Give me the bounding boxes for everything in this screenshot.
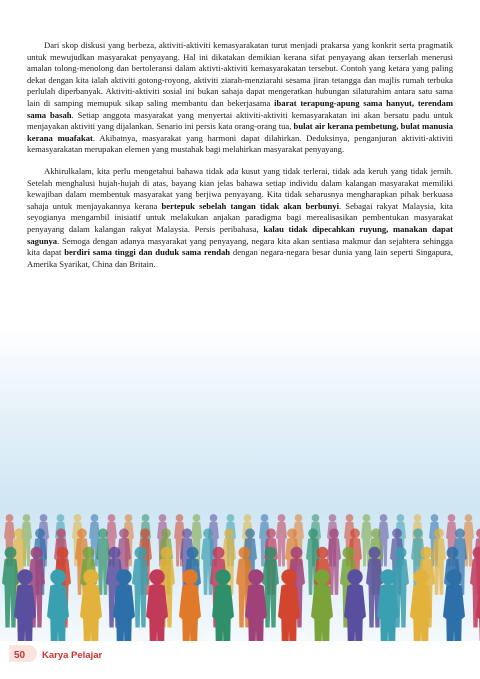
proverb-bold: bertepuk sebelah tangan tidak akan berbunyi — [161, 200, 339, 211]
footer-section-label: Karya Pelajar — [42, 650, 103, 661]
paragraph-2 — [27, 166, 453, 270]
text-run: Dari skop diskusi yang berbeza, aktiviti-aktiviti kemasyarakatan turut menjadi prakarsa yang konkrit serta pragmatik untuk mewujudkan masyarakat penyayang. Hal ini dikatakan demikian kerana sifat penyayang akan terserlah menerusi amalan tolong-menolong dan bertoleransi dalam aktivti-aktiviti kemasyarakatan tersebut. Contoh yang ketara yang paling dekat dengan kita ialah aktiviti gotong-royong, aktiviti ziarah-menziarahi sesama jiran tetangga dan majlis rumah terbuka perlulah diperbanyak. Aktiviti-aktiviti sosial ini bukan sahaja dapat mengeratkan hubungan silaturahim antara satu sama lain di samping memupuk sikap saling membantu dan bekerjasama — [27, 40, 453, 108]
paragraph-1 — [27, 40, 453, 156]
article-body — [27, 40, 453, 280]
proverb-bold: berdiri sama tinggi dan duduk sama rendah — [64, 247, 231, 258]
text-run: . Semoga dengan adanya masyarakat yang penyayang, negara kita akan sentiasa makmur dan sejahtera sehingga kita dapat — [27, 235, 453, 258]
text-run: Akhirulkalam, kita perlu mengetahui bahawa tidak ada kusut yang tidak terlerai, tidak ada keruh yang tidak jernih. Setelah menghalusi hujah-hujah di atas, bayang kian jelas bahawa setiap individu dalam kalangan masyarakat memiliki kewajiban dalam membentuk masyarakat yang berjiwa penyayang. Kita tidak seharusnya mengharapkan pihak berkuasa sahaja untuk menjayakannya kerana — [27, 165, 453, 211]
text-run: . Sebagai rakyat Malaysia, kita seyogianya mengambil inisiatif untuk melakukan anjakan paradigma bagi merealisasikan pembentukan masyarakat penyayang dalam kalangan rakyat Malaysia. Persis peribahasa, — [27, 200, 453, 234]
text-run: dengan negara-negara besar dunia yang lain seperti Singapura, Amerika Syarikat, China dan Britain. — [27, 247, 453, 269]
page-number: 50 — [14, 650, 26, 661]
proverb-bold: kalau tidak dipecahkan ruyung, manakan dapat sagunya — [27, 223, 453, 246]
proverb-bold: ibarat terapung-apung sama hanyut, terendam sama basah — [27, 97, 453, 120]
proverb-bold: bulat air kerana pembetung, bulat manusia kerana muafakat — [27, 121, 453, 143]
crowd-of-people-illustration — [0, 505, 480, 650]
text-run: . Setiap anggota masyarakat yang menyertai aktiviti-aktiviti kemasyarakatan ini akan bersatu padu untuk menjayakan aktiviti yang dijalankan. Senario ini persis kata orang-orang tua, — [27, 109, 453, 132]
text-run: . Akibatnya, masyarakat yang harmoni dapat dilahirkan. Deduksinya, penganjuran aktiviti-aktiviti kemasyarakatan merupakan elemen yang mustahak bagi melahirkan masyarakat penyayang. — [27, 132, 453, 155]
